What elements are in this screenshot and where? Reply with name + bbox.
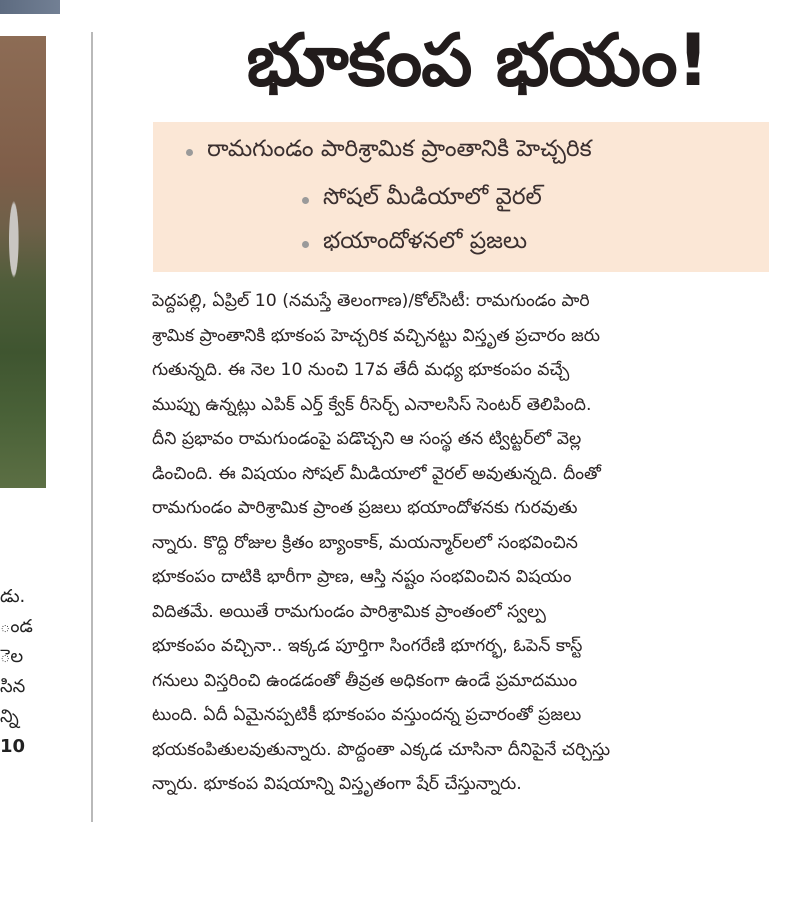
adjacent-photo bbox=[0, 36, 46, 488]
headline: భూకంప భయం! bbox=[246, 18, 709, 102]
adjacent-text-line: సిన bbox=[0, 676, 26, 697]
article-line: గనులు విస్తరించి ఉండడంతో తీవ్రత అధికంగా ఉండే ప్రమాదముం bbox=[152, 670, 578, 691]
adjacent-text-line: డు. bbox=[0, 586, 26, 607]
highlight-item bbox=[186, 136, 592, 168]
article-line: టుంది. ఏదీ ఏమైనప్పటికీ భూకంపం వస్తుందన్న ప్రచారంతో ప్రజలు bbox=[152, 705, 582, 725]
adjacent-column bbox=[0, 0, 60, 915]
highlight-text: భయాందోళనలో ప్రజలు bbox=[323, 228, 528, 254]
article-line: దీని ప్రభావం రామగుండంపై పడొచ్చని ఆ సంస్థ తన ట్విట్టర్‌లో వెల్ల bbox=[152, 429, 582, 449]
bullet-dot-icon bbox=[302, 197, 309, 204]
bullet-dot-icon bbox=[302, 241, 309, 248]
article-body bbox=[152, 284, 772, 802]
article-line: న్నారు. భూకంప విషయాన్ని విస్తృతంగా షేర్ చేస్తున్నారు. bbox=[152, 774, 522, 794]
highlight-text: సోషల్ మీడియాలో వైరల్ bbox=[323, 184, 542, 210]
article-line: రామగుండం పారిశ్రామిక ప్రాంత ప్రజలు భయాందోళనకు గురవుతు bbox=[152, 498, 578, 518]
highlight-item bbox=[302, 184, 542, 216]
article-line: ముప్పు ఉన్నట్లు ఎపిక్ ఎర్త్ క్వేక్ రీసెర్చ్ ఎనాలసిస్ సెంటర్ తెలిపింది. bbox=[152, 394, 592, 415]
highlight-item bbox=[302, 228, 527, 260]
article-line: భయకంపితులవుతున్నారు. పొద్దంతా ఎక్కడ చూసినా దీనిపైనే చర్చిస్తు bbox=[152, 739, 611, 760]
adjacent-text-line: ెల bbox=[0, 646, 24, 667]
article-line: డించింది. ఈ విషయం సోషల్ మీడియాలో వైరల్ అవుతున్నది. దీంతో bbox=[152, 463, 601, 484]
adjacent-text-line: ండ bbox=[0, 616, 33, 637]
article-line: భూకంపం వచ్చినా.. ఇక్కడ పూర్తిగా సింగరేణి భూగర్భ, ఓపెన్ కాస్ట్ bbox=[152, 636, 583, 656]
article-line: శ్రామిక ప్రాంతానికి భూకంప హెచ్చరిక వచ్చినట్టు విస్తృత ప్రచారం జరు bbox=[152, 325, 600, 346]
bullet-dot-icon bbox=[186, 149, 193, 156]
article-line: పెద్దపల్లి, ఏప్రిల్ 10 (నమస్తే తెలంగాణ)/కోల్‌సిటీ: రామగుండం పారి bbox=[152, 291, 590, 311]
column-divider bbox=[91, 32, 93, 822]
article-line: న్నారు. కొద్ది రోజుల క్రితం బ్యాంకాక్, మయన్మార్‌లలో సంభవించిన bbox=[152, 532, 578, 553]
article-line: గుతున్నది. ఈ నెల 10 నుంచి 17వ తేదీ మధ్య భూకంపం వచ్చే bbox=[152, 360, 570, 380]
highlight-text: రామగుండం పారిశ్రామిక ప్రాంతానికి హెచ్చరిక bbox=[207, 136, 592, 162]
article-line: విదితమే. అయితే రామగుండం పారిశ్రామిక ప్రాంతంలో స్వల్ప bbox=[152, 601, 546, 622]
highlights-box bbox=[153, 122, 769, 272]
header-swoosh bbox=[0, 0, 60, 14]
adjacent-text-line: 10 bbox=[0, 736, 26, 757]
article-line: భూకంపం దాటికి భారీగా ప్రాణ, ఆస్తి నష్టం సంభవించిన విషయం bbox=[152, 567, 572, 587]
adjacent-text bbox=[0, 582, 60, 762]
adjacent-text-line: న్ని bbox=[0, 706, 19, 727]
